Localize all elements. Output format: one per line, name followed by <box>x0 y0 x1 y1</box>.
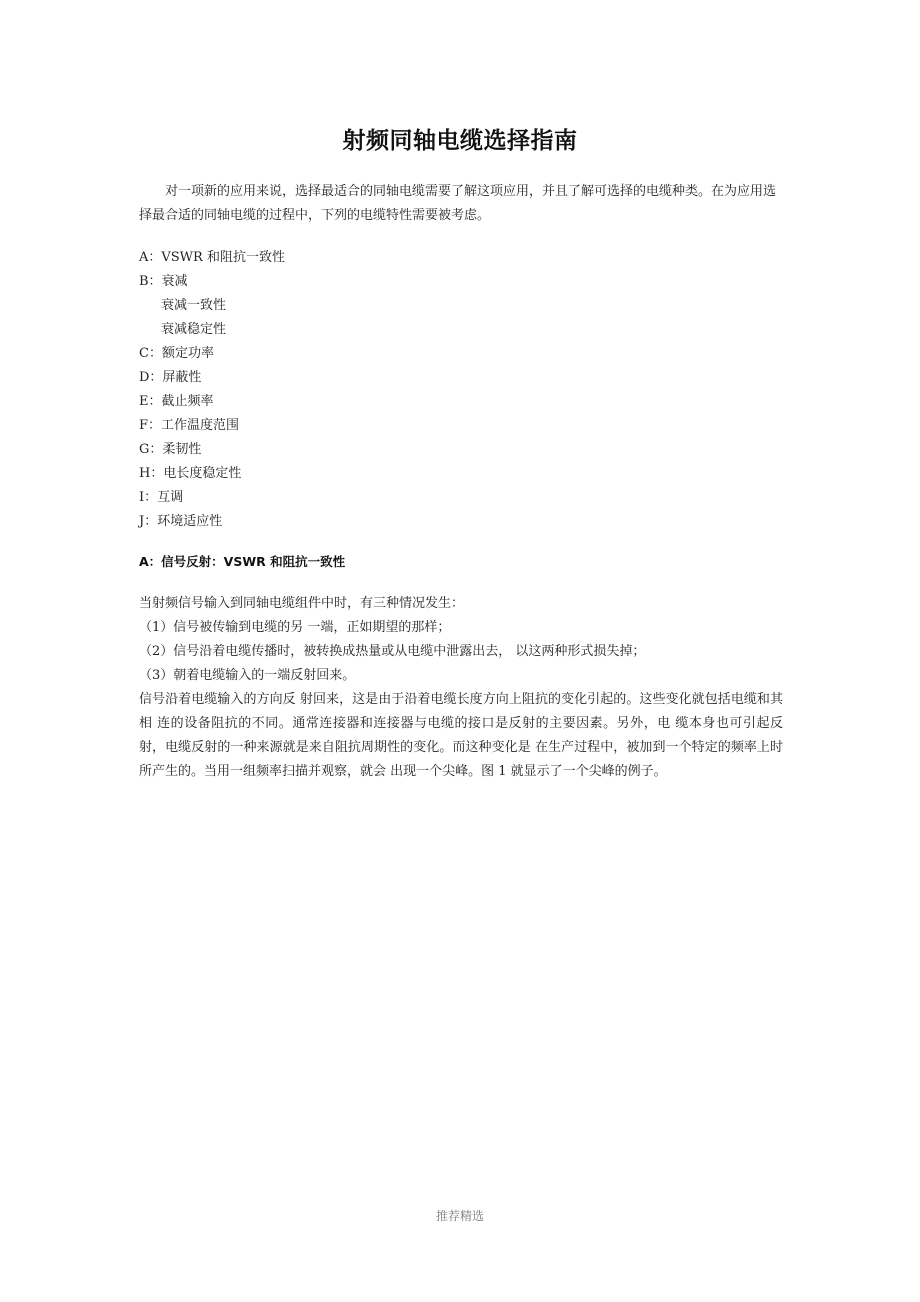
list-item: H：电长度稳定性 <box>139 466 242 481</box>
list-item: F：工作温度范围 <box>139 418 240 433</box>
list-item: A：VSWR 和阻抗一致性 <box>139 250 285 265</box>
list-item: C：额定功率 <box>139 346 214 361</box>
list-subitem: 衰减稳定性 <box>161 322 227 337</box>
cases-list <box>139 616 783 688</box>
case-item: （1）信号被传输到电缆的另 一端，正如期望的那样； <box>139 620 451 635</box>
document-body <box>139 180 783 784</box>
body-paragraph: 信号沿着电缆输入的方向反 射回来，这是由于沿着电缆长度方向上阻抗的变化引起的。这些变化就包括电缆和其相 连的设备阻抗的不同。通常连接器和连接器与电缆的接口是反射的主要因素。另外，电 缆本身也可引起反射，电缆反射的一种来源就是来自阻抗周期性的变化。而这种变化是 在生产过程中，被加到一个特定的频率上时所产生的。当用一组频率扫描并观察，就会 出现一个尖峰。图 1 就显示了一个尖峰的例子。 <box>139 692 783 779</box>
list-item: G：柔韧性 <box>139 442 202 457</box>
list-item: D：屏蔽性 <box>139 370 202 385</box>
page-footer: 推荐精选 <box>435 1209 484 1223</box>
case-item: （2）信号沿着电缆传播时，被转换成热量或从电缆中泄露出去， 以这两种形式损失掉； <box>139 644 646 659</box>
list-item: B：衰减 <box>139 274 188 289</box>
list-item: E：截止频率 <box>139 394 214 409</box>
section-lead-paragraph: 当射频信号输入到同轴电缆组件中时，有三种情况发生： <box>139 596 465 611</box>
characteristics-list <box>139 246 783 534</box>
list-item: J：环境适应性 <box>139 514 223 529</box>
intro-paragraph: 对一项新的应用来说，选择最适合的同轴电缆需要了解这项应用，并且了解可选择的电缆种类。在为应用选择最合适的同轴电缆的过程中，下列的电缆特性需要被考虑。 <box>139 184 777 223</box>
list-item: I：互调 <box>139 490 184 505</box>
list-subitem: 衰减一致性 <box>161 298 227 313</box>
case-item: （3）朝着电缆输入的一端反射回来。 <box>139 668 356 683</box>
section-heading: A：信号反射：VSWR 和阻抗一致性 <box>139 554 346 569</box>
page-title: 射频同轴电缆选择指南 <box>342 128 578 154</box>
